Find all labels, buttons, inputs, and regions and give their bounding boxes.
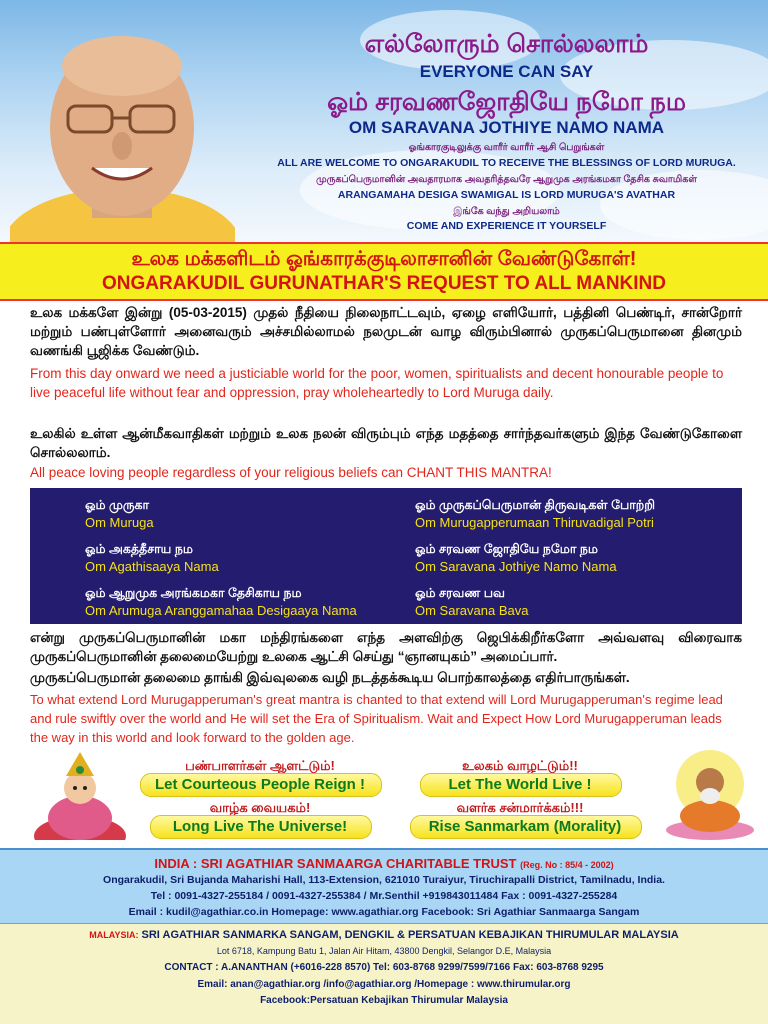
greeting-tamil: உலகம் வாழட்டும்!! — [462, 758, 578, 773]
mantra-english: Om Saravana Bava — [415, 603, 529, 618]
india-reg-number: (Reg. No : 85/4 - 2002) — [520, 860, 614, 870]
india-country-label: INDIA : — [154, 856, 198, 871]
tamil-request-paragraph: உலக மக்களே இன்று (05-03-2015) முதல் நீதியை நிலைநாட்டவும், ஏழை எளியோர், பத்தினி பெண்டிர், சான்றோர் மற்றும் பண்புள்ளோர் அனைவரும் அச்சமில்லாமல் நலமுடன் வாழ விரும்பினால் முருகப்பெருமானை தினமும் வணங்கி பூஜிக்க வேண்டும். — [30, 305, 742, 358]
siddhar-image — [660, 748, 760, 840]
greeting-tamil: வாழ்க வையகம்! — [209, 800, 311, 815]
mantra-tamil: ஓம் சரவண பவ — [415, 586, 506, 600]
header-tamil-line1: எல்லோரும் சொல்லலாம் — [364, 30, 649, 58]
malaysia-address: Lot 6718, Kampung Batu 1, Jalan Air Hitam, 43800 Dengkil, Selangor D.E, Malaysia — [216, 946, 552, 956]
header-tamil-welcome: ஓங்காரகுடிலுக்கு வாரீர் வாரீர் ஆசி பெறுங்கள் — [408, 142, 605, 153]
mantra-item — [415, 584, 745, 620]
mantra-item — [85, 496, 415, 532]
header-english-avatar: ARANGAMAHA DESIGA SWAMIGAL IS LORD MURUGA'S AVATHAR — [337, 189, 676, 201]
mantra-tamil: ஓம் சரவண ஜோதியே நமோ நம — [415, 542, 598, 556]
mantra-english: Om Saravana Jothiye Namo Nama — [415, 559, 617, 574]
india-email-line: Email : kudil@agathiar.co.in Homepage: www.agathiar.org Facebook: Sri Agathiar Sanmaarga Sangam — [128, 906, 640, 918]
header-tamil-avatar: முருகப்பெருமானின் அவதாரமாக அவதரித்தவரே ஆறுமுக அரங்கமகா தேசிக சுவாமிகள் — [316, 174, 697, 185]
footer-india — [0, 848, 768, 925]
malaysia-org-line — [0, 929, 768, 941]
india-org-name: SRI AGATHIAR SANMAARGA CHARITABLE TRUST — [200, 856, 517, 871]
greeting-english: Rise Sanmarkam (Morality) — [428, 818, 622, 835]
english-request-paragraph: From this day onward we need a justiciable world for the poor, women, spiritualists and decent honourable people to live peaceful life without fear and oppression, pray wholeheartedly to Lord Muruga daily. — [30, 366, 724, 400]
greeting-tamil: வளர்க சன்மார்க்கம்!!! — [456, 800, 584, 815]
india-org-line — [0, 856, 768, 871]
header-banner — [0, 0, 768, 242]
title-band — [0, 242, 768, 301]
greeting-tamil: பண்பாளர்கள் ஆளட்டும்! — [185, 758, 335, 773]
header-english-welcome: ALL ARE WELCOME TO ONGARAKUDIL TO RECEIVE THE BLESSINGS OF LORD MURUGA. — [277, 157, 736, 169]
mantra-tamil: ஓம் முருகப்பெருமான் திருவடிகள் போற்றி — [415, 498, 656, 512]
header-english-come: COME AND EXPERIENCE IT YOURSELF — [406, 220, 607, 232]
header-english-mantra: OM SARAVANA JOTHIYE NAMO NAMA — [348, 118, 665, 137]
mantra-english: Om Arumuga Aranggamahaa Desigaaya Nama — [85, 603, 357, 618]
malaysia-org-name: SRI AGATHIAR SANMARKA SANGAM, DENGKIL & PERSATUAN KEBAJIKAN THIRUMULAR MALAYSIA — [141, 929, 679, 941]
guru-portrait — [10, 18, 235, 242]
tamil-chant-paragraph: உலகில் உள்ள ஆன்மீகவாதிகள் மற்றும் உலக நலன் விரும்பும் எந்த மதத்தை சார்ந்தவர்களும் இந்த வேண்டுகோளை சொல்லலாம். — [30, 426, 742, 460]
mantra-english: Om Muruga — [85, 515, 154, 530]
greeting-english: Let The World Live ! — [448, 776, 592, 793]
mantra-tamil: ஓம் அகத்தீசாய நம — [85, 542, 193, 556]
mantra-item — [415, 540, 745, 576]
mantra-item — [85, 584, 415, 620]
mantra-english: Om Murugapperumaan Thiruvadigal Potri — [415, 515, 654, 530]
tamil-closing-paragraph: என்று முருகப்பெருமானின் மகா மந்திரங்களை எந்த அளவிற்கு ஜெபிக்கிறீர்களோ அவ்வளவு விரைவாக முருகப்பெருமானின் தலைமையேற்று உலகை ஆட்சி செய்து “ஞானயுகம்” அமைப்பார். — [30, 630, 742, 664]
greeting-english: Long Live The Universe! — [172, 818, 348, 835]
header-tamil-mantra: ஓம் சரவணஜோதியே நமோ நம — [327, 88, 686, 116]
mantra-box — [30, 488, 742, 624]
title-tamil: உலக மக்களிடம் ஓங்காரக்குடிலாசானின் வேண்டுகோள்! — [131, 248, 637, 270]
tamil-golden-age-paragraph: முருகப்பெருமான் தலைமை தாங்கி இவ்வுலகை வழி நடத்தக்கூடிய பொற்காலத்தை எதிர்பாருங்கள். — [30, 670, 630, 685]
mantra-english: Om Agathisaaya Nama — [85, 559, 219, 574]
english-chant-paragraph: All peace loving people regardless of your religious beliefs can CHANT THIS MANTRA! — [30, 465, 552, 480]
mantra-tamil: ஓம் ஆறுமுக அரங்கமகா தேசிகாய நம — [85, 586, 302, 600]
malaysia-email-line: Email: anan@agathiar.org /info@agathiar.org /Homepage : www.thirumular.org — [197, 979, 571, 990]
mantra-item — [415, 496, 745, 532]
mantra-item — [85, 540, 415, 576]
english-closing-paragraph: To what extend Lord Murugapperuman's great mantra is chanted to that extend will Lord Murugapperuman's regime lead and rule swiftly over the world and He will set the Era of Spiritualism. Wait and Expect How Lord Murugapperuman leads the way in this world and look forward to the golden age. — [30, 692, 723, 745]
malaysia-contact: CONTACT : A.ANANTHAN (+6016-228 8570) Tel: 603-8768 9299/7599/7166 Fax: 603-8768 9295 — [164, 962, 604, 973]
header-tamil-come: இங்கே வந்து அறியலாம் — [453, 206, 560, 217]
header-english-line1: EVERYONE CAN SAY — [419, 62, 594, 81]
greeting-english: Let Courteous People Reign ! — [154, 776, 365, 793]
footer-malaysia — [0, 923, 768, 1024]
malaysia-facebook: Facebook:Persatuan Kebajikan Thirumular Malaysia — [260, 995, 508, 1006]
india-address: Ongarakudil, Sri Bujanda Maharishi Hall, 113-Extension, 621010 Turaiyur, Tiruchirapalli District, Tamilnadu, India. — [103, 874, 665, 886]
lord-muruga-image — [33, 748, 128, 840]
malaysia-country-label: MALAYSIA: — [89, 930, 139, 940]
mantra-tamil: ஓம் முருகா — [85, 498, 150, 512]
india-telephone: Tel : 0091-4327-255184 / 0091-4327-255384 / Mr.Senthil +919843011484 Fax : 0091-4327-255284 — [150, 890, 618, 902]
title-english: ONGARAKUDIL GURUNATHAR'S REQUEST TO ALL MANKIND — [102, 273, 666, 294]
